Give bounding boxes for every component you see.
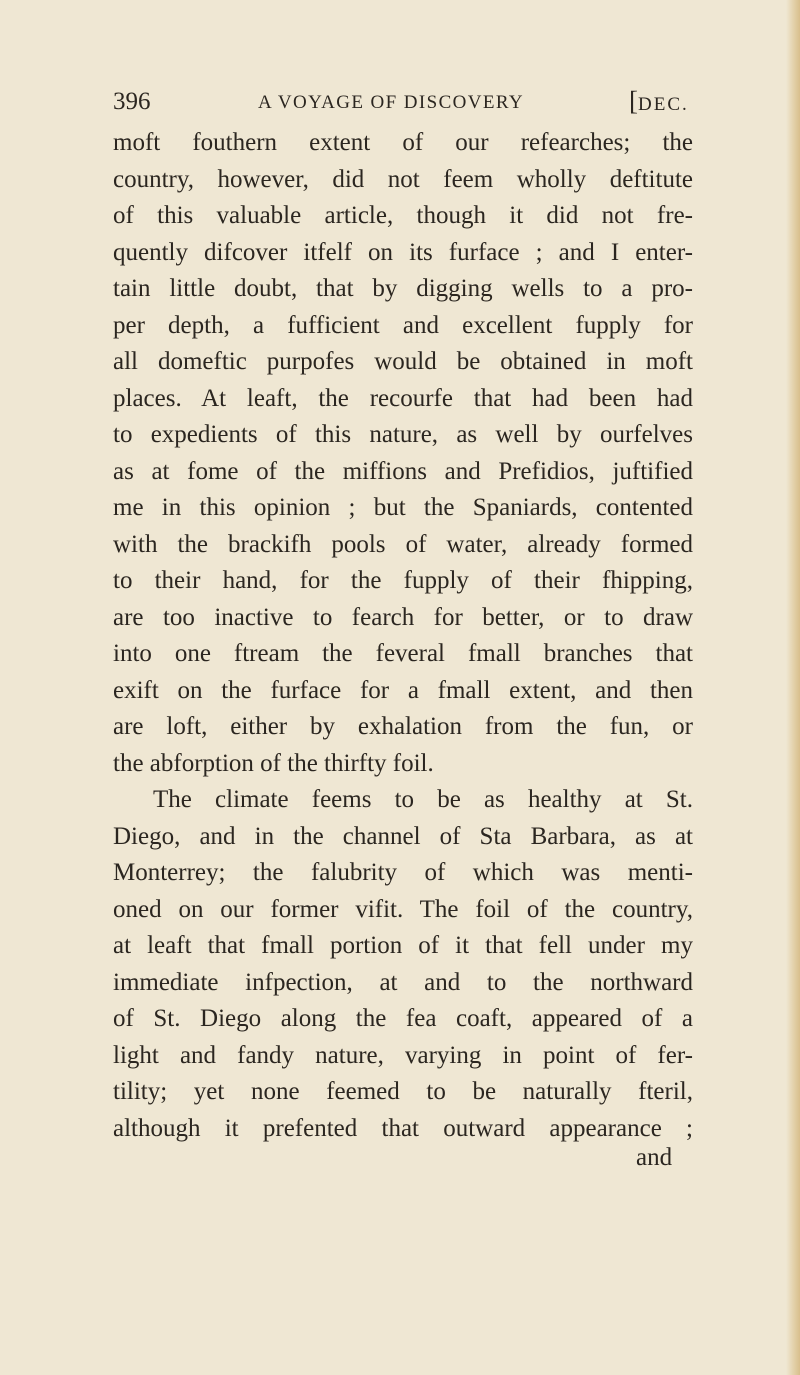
- text-line: light and fandy nature, varying in point of fer-: [113, 1041, 693, 1069]
- page-edge: [786, 0, 800, 1375]
- text-line: tain little doubt, that by digging wells to a pro-: [113, 275, 693, 302]
- text-line: to expedients of this nature, as well by ourfelves: [113, 421, 693, 448]
- text-line: of St. Diego along the fea coaft, appeared of a: [113, 1005, 693, 1032]
- section-bracket: [: [629, 86, 638, 116]
- text-line: me in this opinion ; but the Spaniards, contented: [113, 494, 693, 521]
- text-line: as at fome of the miffions and Prefidios, juftified: [113, 457, 693, 485]
- text-line: tility; yet none feemed to be naturally fteril,: [113, 1078, 693, 1105]
- text-line: of this valuable article, though it did not fre-: [113, 202, 693, 229]
- text-line: per depth, a fufficient and excellent fupply for: [113, 311, 693, 339]
- text-line: Monterrey; the falubrity of which was menti-: [113, 859, 693, 886]
- body-text: [113, 125, 693, 1147]
- text-line: moft fouthern extent of our refearches; the: [113, 129, 693, 156]
- running-title: A VOYAGE OF DISCOVERY: [258, 92, 525, 113]
- text-line: all domeftic purpofes would be obtained in moft: [113, 348, 693, 375]
- catchword: and: [636, 1144, 673, 1171]
- text-line: are loft, either by exhalation from the fun, or: [113, 713, 693, 740]
- text-line: immediate infpection, at and to the northward: [113, 968, 693, 996]
- text-line: are too inactive to fearch for better, or to draw: [113, 603, 693, 631]
- text-line: exift on the furface for a fmall extent, and then: [113, 676, 693, 704]
- text-line: although it prefented that outward appearance ;: [113, 1114, 693, 1142]
- text-line: with the brackifh pools of water, already formed: [113, 530, 693, 558]
- paragraph-end-line: the abforption of the thirfty foil.: [113, 749, 434, 777]
- paragraph-start-line: The climate feems to be as healthy at St.: [153, 786, 693, 813]
- text-line: at leaft that fmall portion of it that fell under my: [113, 932, 693, 959]
- text-line: oned on our former vifit. The foil of the country,: [113, 895, 693, 923]
- page-number: 396: [113, 88, 151, 115]
- text-line: to their hand, for the fupply of their fhipping,: [113, 567, 693, 594]
- running-header: [113, 88, 693, 118]
- text-line: country, however, did not feem wholly deftitute: [113, 165, 693, 193]
- section-label: DEC.: [638, 94, 689, 115]
- text-line: places. At leaft, the recourfe that had been had: [113, 384, 693, 412]
- text-line: into one ftream the feveral fmall branches that: [113, 640, 693, 667]
- section-mark: [629, 86, 689, 117]
- text-line: quently difcover itfelf on its furface ; and I enter-: [113, 238, 693, 266]
- text-line: Diego, and in the channel of Sta Barbara, as at: [113, 822, 693, 850]
